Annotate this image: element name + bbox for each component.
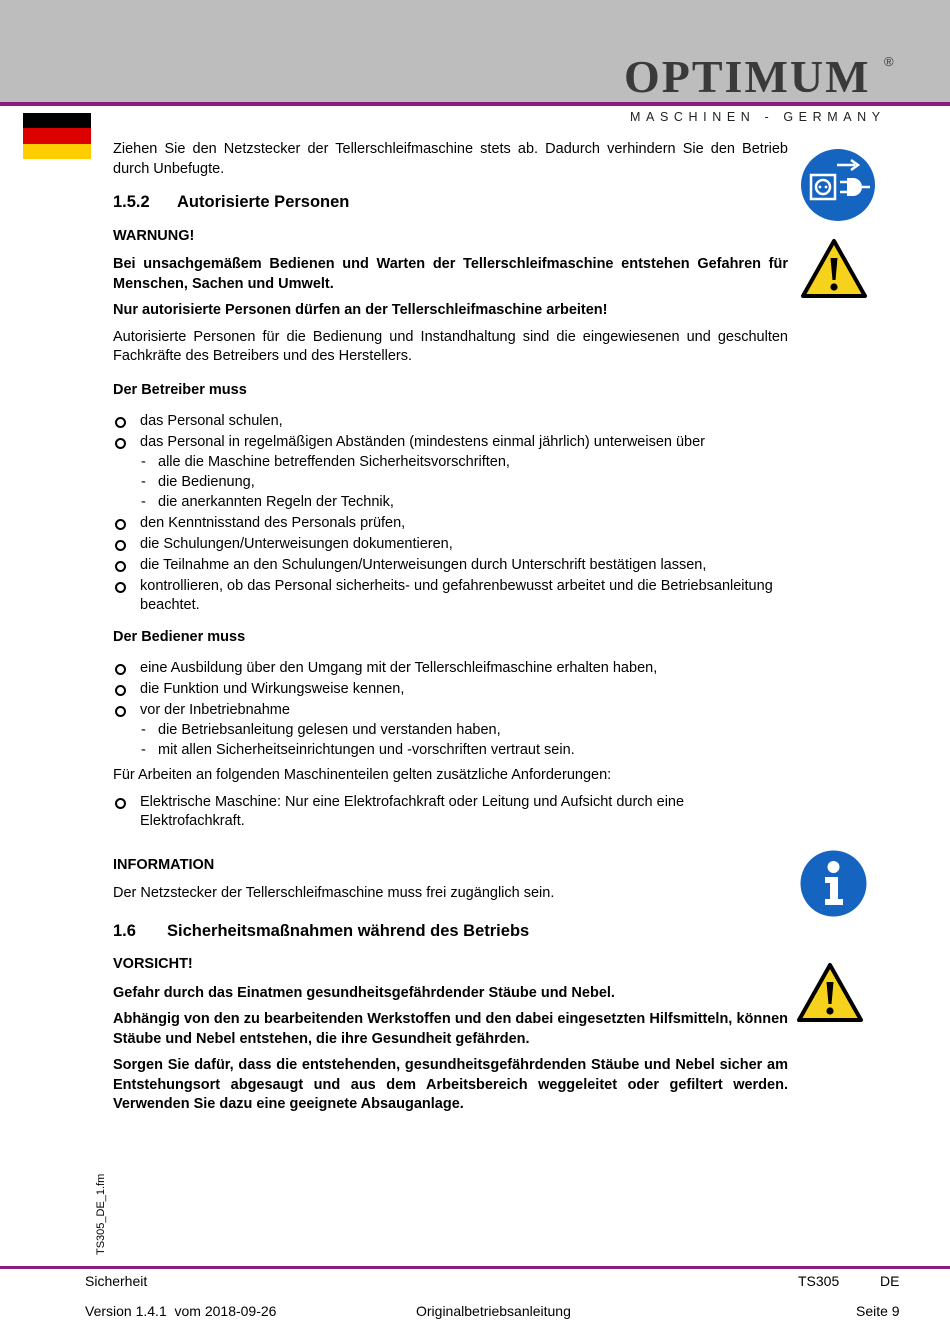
list-item [113, 433, 788, 512]
footer-version: Version 1.4.1 vom 2018-09-26 [85, 1303, 277, 1319]
list-item: die Teilnahme an den Schulungen/Unterweisungen durch Unterschrift bestätigen lassen, [113, 556, 788, 576]
caution-text: Gefahr durch das Einatmen gesundheitsgefährdender Stäube und Nebel. [113, 984, 615, 1001]
user-sublist [113, 721, 788, 761]
header-rule [0, 102, 950, 106]
warning-triangle-icon [800, 238, 868, 300]
caution-label: VORSICHT! [113, 956, 193, 972]
warning-text: Bei unsachgemäßem Bedienen und Warten der Tellerschleifmaschine entstehen Gefahren für Menschen, Sachen und Umwelt. [113, 256, 788, 292]
additional-requirements-list [113, 793, 788, 832]
section-number: 1.6 [113, 921, 136, 940]
sublist-item: - die Bedienung, [113, 473, 788, 493]
list-item: Elektrische Maschine: Nur eine Elektrofachkraft oder Leitung und Aufsicht durch eine Elektrofachkraft. [113, 793, 788, 832]
page-content [113, 140, 788, 1122]
brand-logo-mark: ® [884, 54, 894, 69]
operator-heading: Der Betreiber muss [113, 381, 247, 398]
user-duties-list [113, 659, 788, 760]
list-item: die Funktion und Wirkungsweise kennen, [113, 680, 788, 700]
authorized-persons-paragraph: Autorisierte Personen für die Bedienung und Instandhaltung sind die eingewiesenen und geschulten Fachkräfte des Betreibers und des Herstellers. [113, 328, 788, 364]
brand-subtitle: MASCHINEN - GERMANY [630, 110, 886, 124]
source-file-label: TS305_DE_1.fm [95, 1173, 107, 1255]
section-title: Sicherheitsmaßnahmen während des Betriebs [167, 921, 530, 940]
sublist-item: - die anerkannten Regeln der Technik, [113, 493, 788, 513]
sublist-item: - die Betriebsanleitung gelesen und verstanden haben, [113, 721, 788, 741]
operator-duties-list [113, 412, 788, 616]
sublist-item: - mit allen Sicherheitseinrichtungen und -vorschriften vertraut sein. [113, 741, 788, 761]
list-item: die Schulungen/Unterweisungen dokumentieren, [113, 535, 788, 555]
intro-paragraph: Ziehen Sie den Netzstecker der Tellerschleifmaschine stets ab. Dadurch verhindern Sie den Betrieb durch Unbefugte. [113, 141, 788, 177]
caution-text: Sorgen Sie dafür, dass die entstehenden, gesundheitsgefährdenden Stäube und Nebel sicher am Entstehungsort abgesaugt und aus dem Arbeitsbereich weggeleitet oder gefiltert werden. Verwenden Sie dazu eine geeignete Absauganlage. [113, 1057, 788, 1112]
unplug-mandatory-icon [800, 148, 876, 222]
section-number: 1.5.2 [113, 193, 150, 211]
footer-rule [0, 1266, 950, 1269]
footer-doc-type: Originalbetriebsanleitung [416, 1303, 571, 1319]
info-icon [800, 850, 867, 917]
sublist-item: - alle die Maschine betreffenden Sicherheitsvorschriften, [113, 453, 788, 473]
list-item-text: das Personal in regelmäßigen Abständen (mindestens einmal jährlich) unterweisen über [140, 434, 706, 450]
footer-language: DE [880, 1273, 900, 1289]
information-label: INFORMATION [113, 856, 215, 873]
additional-requirements-text: Für Arbeiten an folgenden Maschinenteilen gelten zusätzliche Anforderungen: [113, 767, 612, 783]
footer-model: TS305 [798, 1273, 840, 1289]
list-item [113, 701, 788, 760]
operator-sublist [113, 453, 788, 513]
german-flag-icon [23, 113, 91, 159]
section-heading-1-6 [113, 922, 788, 942]
section-heading-1-5-2 [113, 193, 788, 213]
caution-text: Abhängig von den zu bearbeitenden Werkstoffen und den dabei eingesetzten Hilfsmitteln, können Stäube und Nebel entstehen, die ihre Gesundheit gefährden. [113, 1011, 788, 1047]
list-item: den Kenntnisstand des Personals prüfen, [113, 514, 788, 534]
list-item-text: vor der Inbetriebnahme [140, 702, 290, 718]
footer-page-number: Seite 9 [856, 1303, 900, 1319]
list-item: das Personal schulen, [113, 412, 788, 432]
warning-label: WARNUNG! [113, 227, 195, 244]
user-heading: Der Bediener muss [113, 628, 246, 645]
list-item: eine Ausbildung über den Umgang mit der Tellerschleifmaschine erhalten haben, [113, 659, 788, 679]
brand-logo: OPTIMUM [624, 51, 871, 102]
warning-text: Nur autorisierte Personen dürfen an der Tellerschleifmaschine arbeiten! [113, 302, 608, 318]
section-title: Autorisierte Personen [177, 193, 350, 211]
footer-chapter: Sicherheit [85, 1273, 148, 1289]
information-text: Der Netzstecker der Tellerschleifmaschine muss frei zugänglich sein. [113, 885, 555, 901]
caution-triangle-icon [796, 962, 864, 1024]
list-item: kontrollieren, ob das Personal sicherheits- und gefahrenbewusst arbeitet und die Betriebsanleitung beachtet. [113, 577, 788, 616]
